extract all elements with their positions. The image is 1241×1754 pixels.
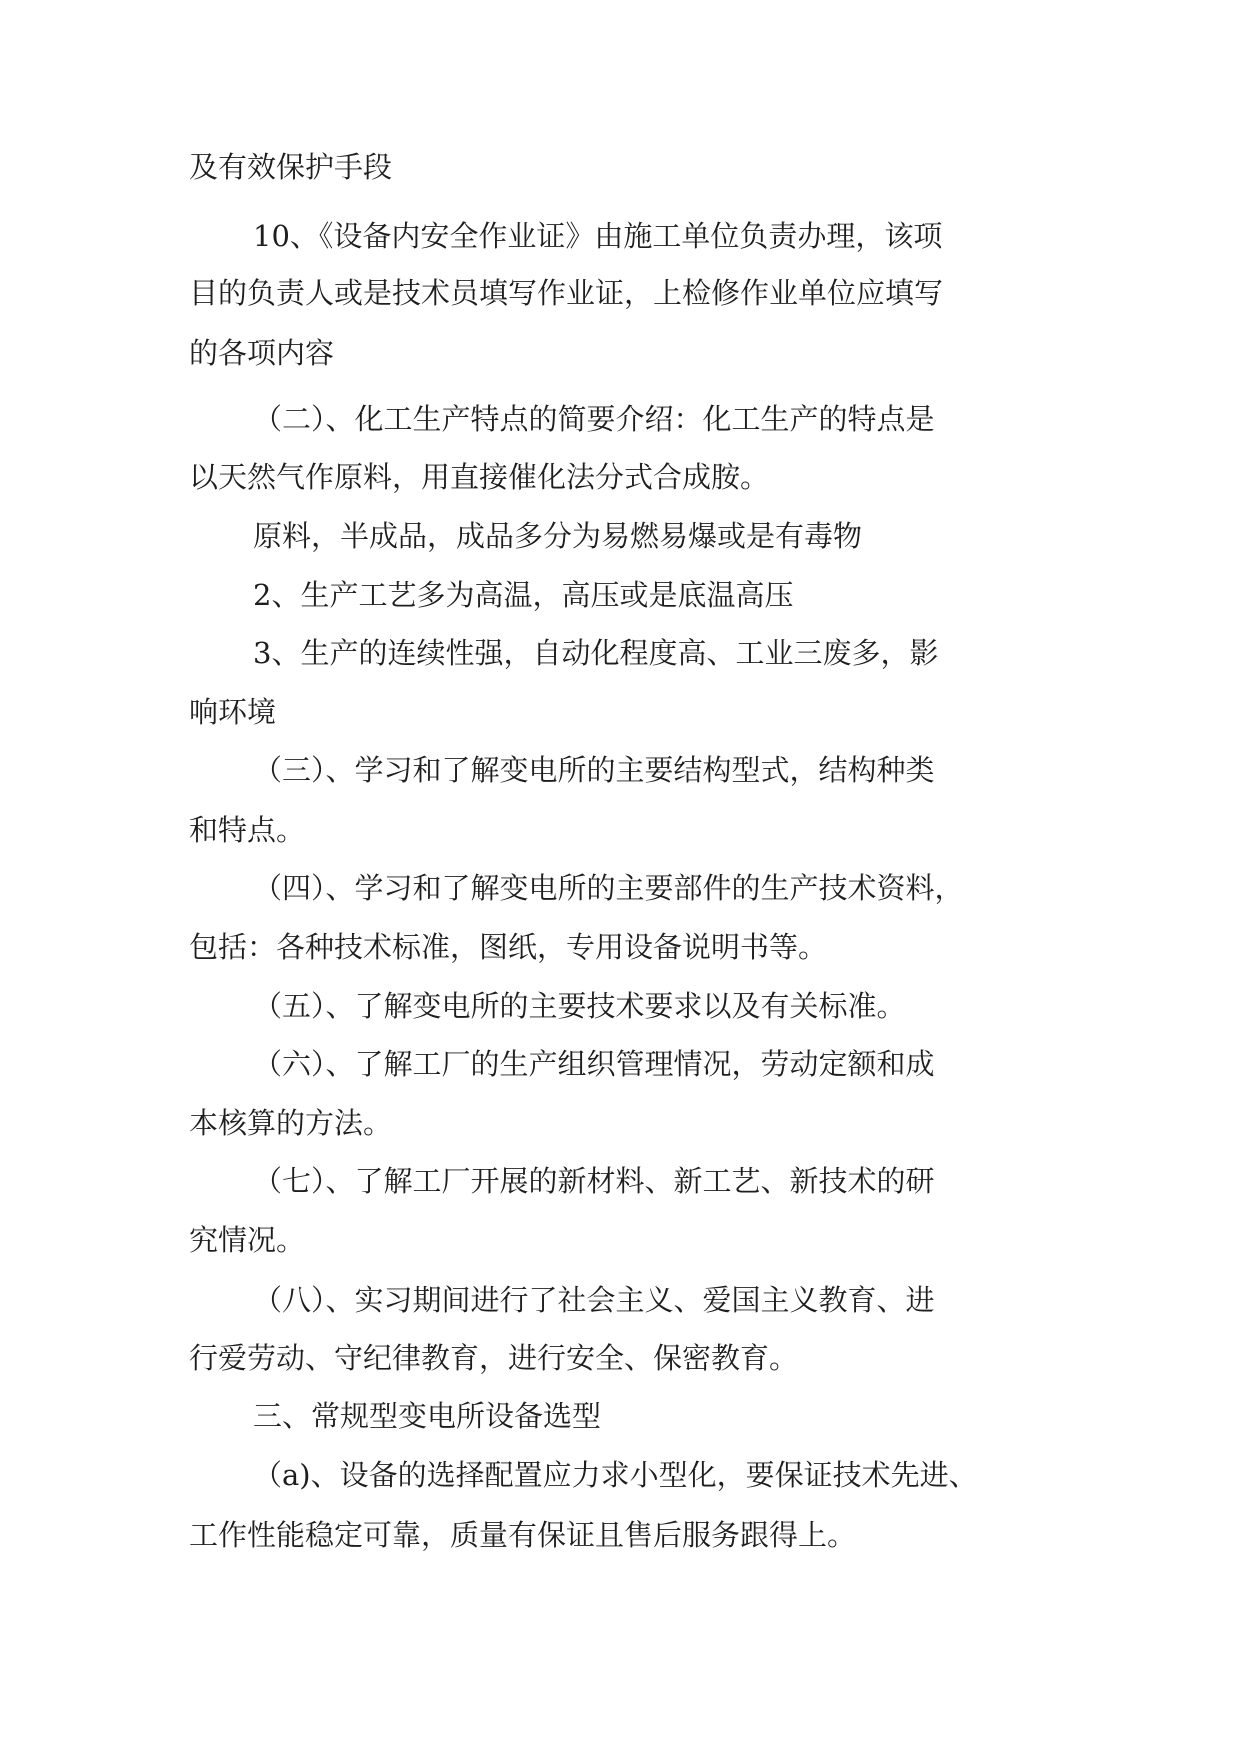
text-line-12: 和特点。 [189,813,306,847]
text-line-15: （五）、了解变电所的主要技术要求以及有关标准。 [253,989,906,1023]
text-line-21: 行爱劳动、守纪律教育，进行安全、保密教育。 [189,1341,799,1375]
text-line-3: 目的负责人或是技术员填写作业证，上检修作业单位应填写 [189,276,944,310]
text-line-6: 以天然气作原料，用直接催化法分式合成胺。 [189,460,770,494]
text-line-19: 究情况。 [189,1223,306,1257]
text-line-22: 三、常规型变电所设备选型 [253,1399,602,1433]
text-line-14: 包括：各种技术标准，图纸，专用设备说明书等。 [189,930,828,964]
text-line-2: 10、《设备内安全作业证》由施工单位负责办理，该项 [253,219,943,253]
text-line-23: （a)、设备的选择配置应力求小型化，要保证技术先进、 [253,1458,978,1492]
text-line-8: 2、生产工艺多为高温，高压或是底温高压 [253,578,794,612]
text-line-13: （四）、学习和了解变电所的主要部件的生产技术资料， [253,871,964,905]
text-line-20: （八）、实习期间进行了社会主义、爱国主义教育、进 [253,1283,935,1317]
text-line-4: 的各项内容 [189,336,335,370]
text-line-1: 及有效保护手段 [189,150,393,184]
text-line-18: （七）、了解工厂开展的新材料、新工艺、新技术的研 [253,1164,935,1198]
text-line-11: （三）、学习和了解变电所的主要结构型式，结构种类 [253,753,935,787]
text-line-24: 工作性能稳定可靠，质量有保证且售后服务跟得上。 [189,1518,857,1552]
text-line-17: 本核算的方法。 [189,1106,393,1140]
text-line-5: （二）、化工生产特点的简要介绍：化工生产的特点是 [253,402,935,436]
text-line-7: 原料，半成品，成品多分为易燃易爆或是有毒物 [253,519,863,553]
text-line-10: 响环境 [189,695,277,729]
text-line-16: （六）、了解工厂的生产组织管理情况，劳动定额和成 [253,1047,935,1081]
text-line-9: 3、生产的连续性强，自动化程度高、工业三废多，影 [253,636,939,670]
